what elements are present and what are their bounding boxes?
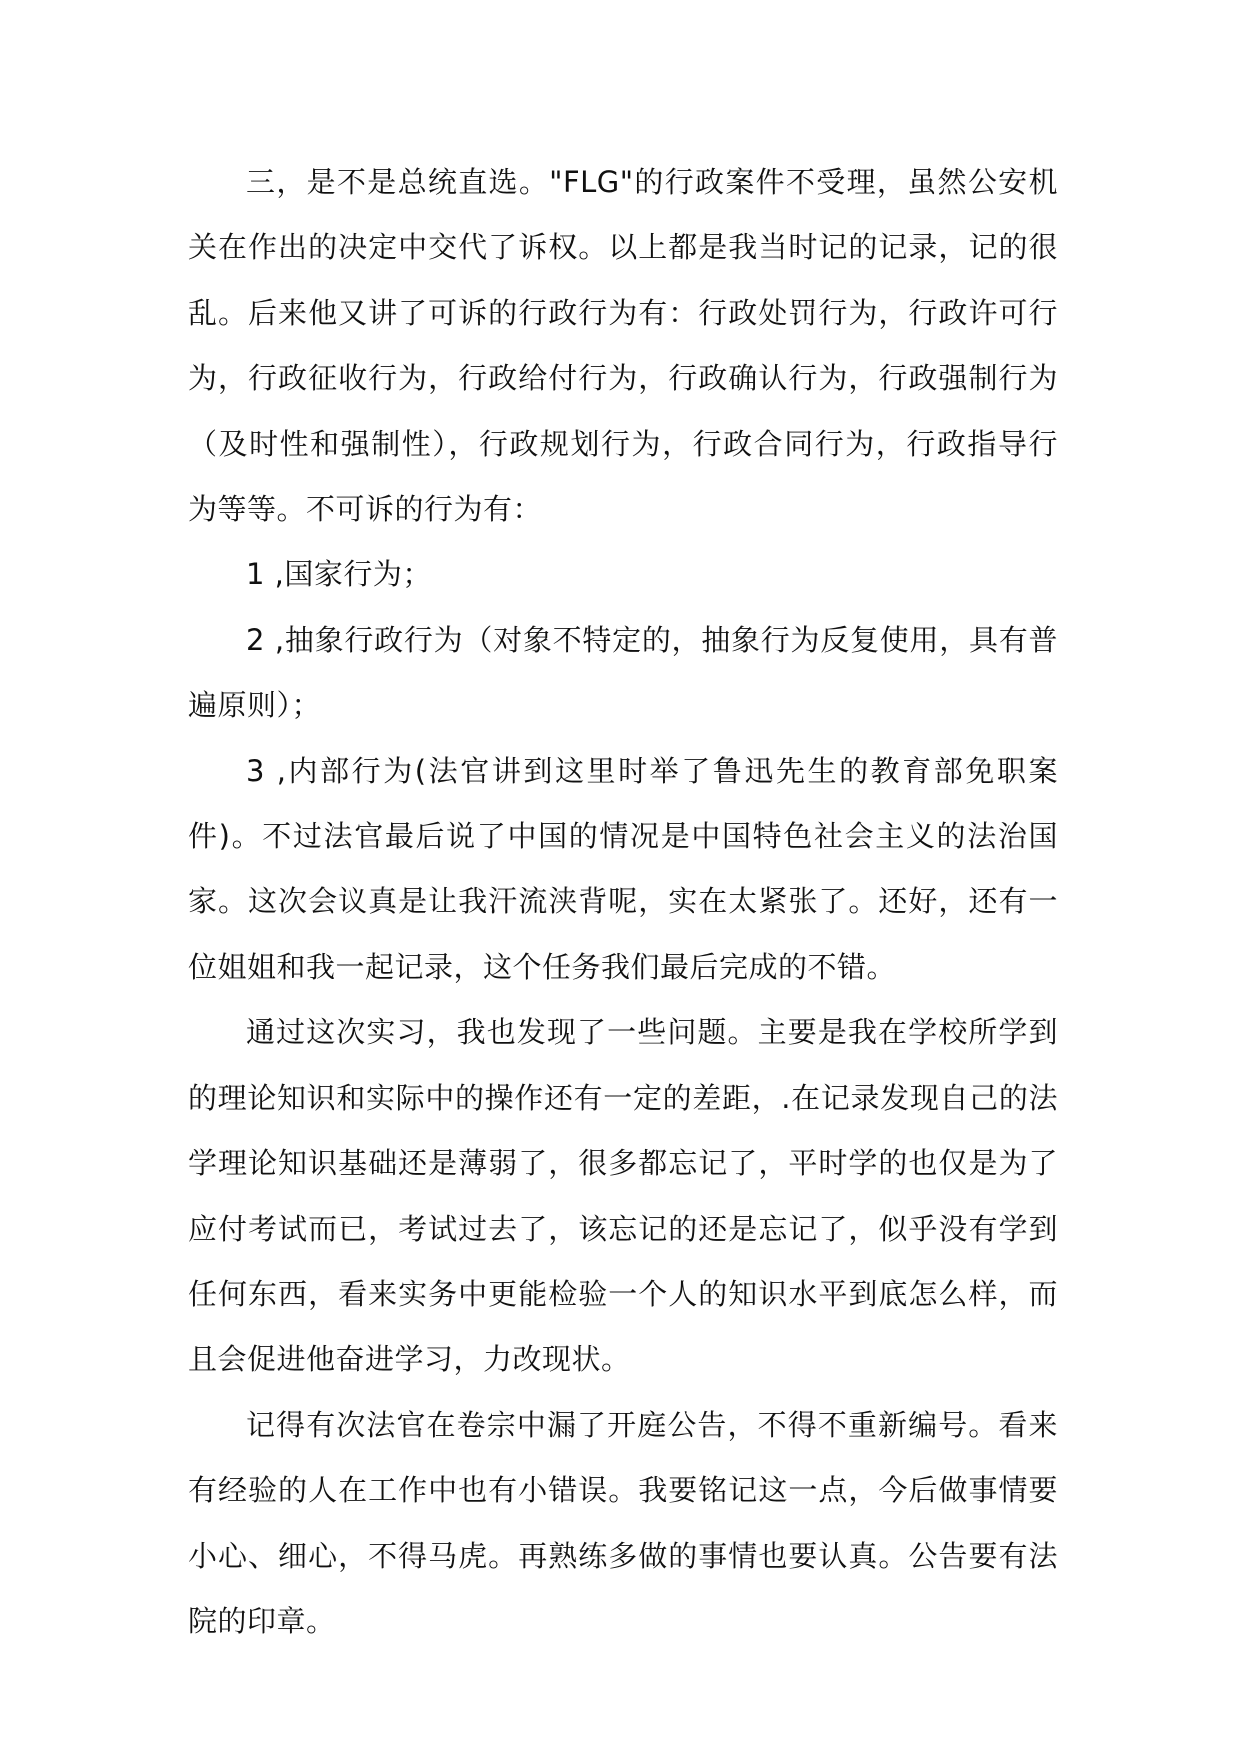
paragraph-court-notice: 记得有次法官在卷宗中漏了开庭公告，不得不重新编号。看来有经验的人在工作中也有小错误。我要铭记这一点，今后做事情要小心、细心，不得马虎。再熟练多做的事情也要认真。公告要有法院的印章。 bbox=[188, 1407, 1058, 1638]
list-item-3: 3 ,内部行为(法官讲到这里时举了鲁迅先生的教育部免职案件)。不过法官最后说了中国的情况是中国特色社会主义的法治国家。这次会议真是让我汗流浃背呢，实在太紧张了。还好，还有一位姐姐和我一起记录，这个任务我们最后完成的不错。 bbox=[188, 753, 1058, 984]
document-body bbox=[188, 150, 1058, 1654]
paragraph-internship-reflection: 通过这次实习，我也发现了一些问题。主要是我在学校所学到的理论知识和实际中的操作还有一定的差距，.在记录发现自己的法学理论知识基础还是薄弱了，很多都忘记了，平时学的也仅是为了应付考试而已，考试过去了，该忘记的还是忘记了，似乎没有学到任何东西，看来实务中更能检验一个人的知识水平到底怎么样，而且会促进他奋进学习，力改现状。 bbox=[188, 1015, 1058, 1377]
list-item-1: 1 ,国家行为； bbox=[246, 557, 432, 592]
list-item-2: 2 ,抽象行政行为（对象不特定的，抽象行为反复使用，具有普遍原则）； bbox=[188, 622, 1058, 723]
paragraph-1: 三，是不是总统直选。"FLG"的行政案件不受理，虽然公安机关在作出的决定中交代了诉权。以上都是我当时记的记录，记的很乱。后来他又讲了可诉的行政行为有：行政处罚行为，行政许可行为，行政征收行为，行政给付行为，行政确认行为，行政强制行为（及时性和强制性），行政规划行为，行政合同行为，行政指导行为等等。不可诉的行为有： bbox=[188, 165, 1058, 527]
